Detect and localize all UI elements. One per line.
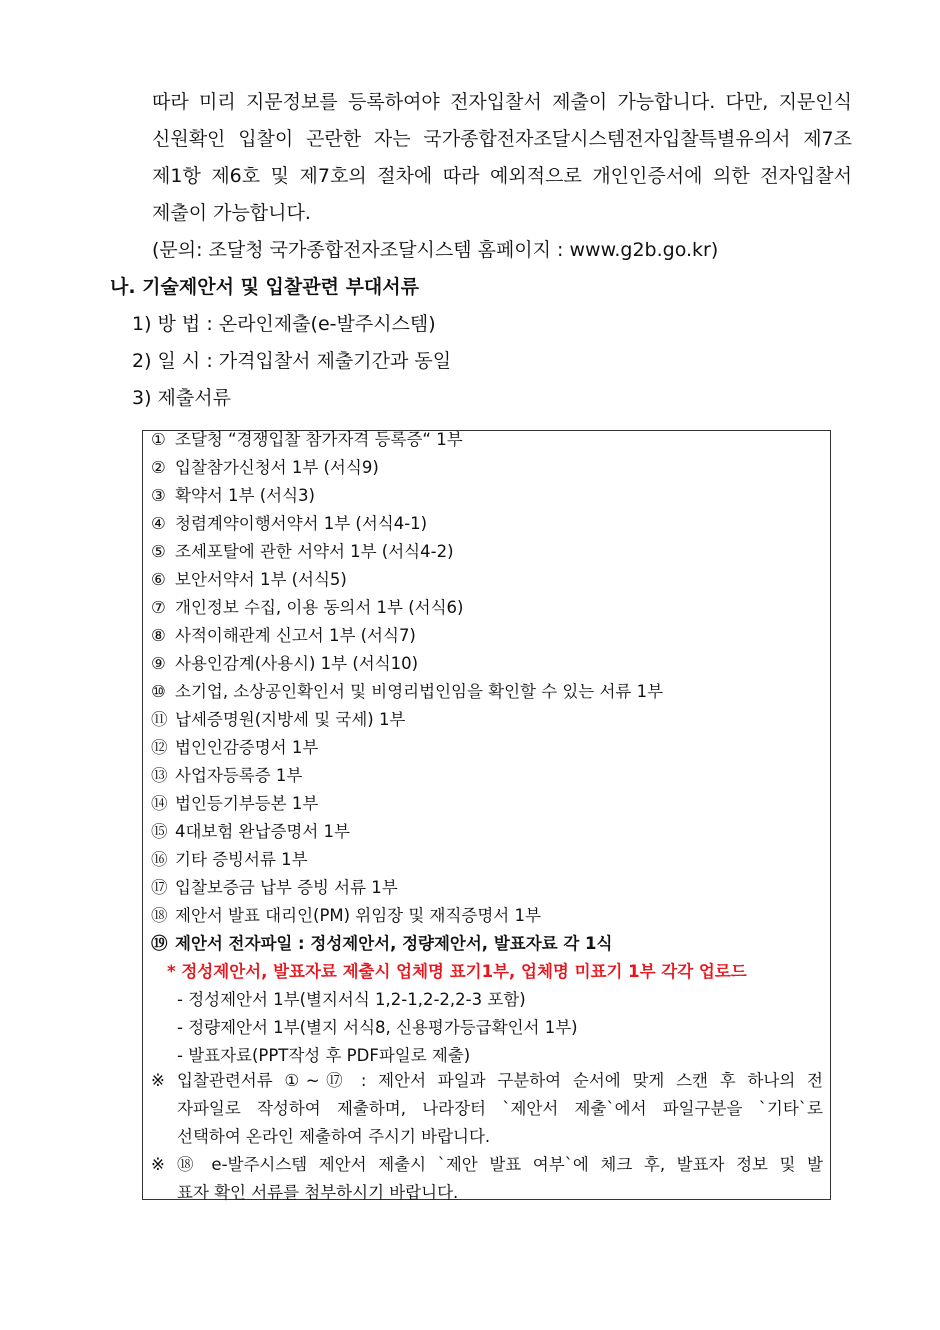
inquiry-line: (문의: 조달청 국가종합전자조달시스템 홈페이지 : www.g2b.go.kr) [152,239,719,261]
upload-warning: * 정성제안서, 발표자료 제출시 업체명 표기1부, 업체명 미표기 1부 각각 업로드 [167,962,747,981]
list-item: ⑱ 제안서 발표 대리인(PM) 위임장 및 재직증명서 1부 [151,906,541,925]
list-item: ⑤ 조세포탈에 관한 서약서 1부 (서식4-2) [151,542,454,561]
note-1 [151,1067,823,1151]
list-item: ⑰ 입찰보증금 납부 증빙 서류 1부 [151,878,398,897]
note-mark: ※ [151,1155,165,1174]
sub-item: - 정성제안서 1부(별지서식 1,2-1,2-2,2-3 포함) [177,990,526,1009]
sub-item: - 발표자료(PPT작성 후 PDF파일로 제출) [177,1046,471,1065]
list-item: ⑩ 소기업, 소상공인확인서 및 비영리법인임을 확인할 수 있는 서류 1부 [151,682,664,701]
documents-item: 3) 제출서류 [132,387,231,409]
list-item: ⑮ 4대보험 완납증명서 1부 [151,822,350,841]
list-item: ⑨ 사용인감계(사용시) 1부 (서식10) [151,654,419,673]
list-item: ⑪ 납세증명원(지방세 및 국세) 1부 [151,710,406,729]
list-item: ② 입찰참가신청서 1부 (서식9) [151,458,379,477]
schedule-item: 2) 일 시 : 가격입찰서 제출기간과 동일 [132,350,452,372]
intro-line-3: 제1항 제6호 및 제7호의 절차에 따라 예외적으로 개인인증서에 의한 전자입찰서 [152,165,852,187]
list-item: ③ 확약서 1부 (서식3) [151,486,315,505]
list-item: ④ 청렴계약이행서약서 1부 (서식4-1) [151,514,428,533]
electronic-file-item: ⑲ 제안서 전자파일 : 정성제안서, 정량제안서, 발표자료 각 1식 [151,934,613,953]
intro-line-1: 따라 미리 지문정보를 등록하여야 전자입찰서 제출이 가능합니다. 다만, 지문인식 [152,91,852,113]
note-line: 표자 확인 서류를 첨부하시기 바랍니다. [177,1183,459,1202]
list-item: ⑫ 법인인감증명서 1부 [151,738,319,757]
list-item: ⑥ 보안서약서 1부 (서식5) [151,570,347,589]
documents-box [142,430,831,1200]
method-item: 1) 방 법 : 온라인제출(e-발주시스템) [132,313,436,335]
note-2 [151,1151,823,1207]
list-item: ⑦ 개인정보 수집, 이용 동의서 1부 (서식6) [151,598,464,617]
list-item: ① 조달청 “경쟁입찰 참가자격 등록증“ 1부 [151,430,463,449]
note-line: 입찰관련서류 ①~⑰ : 제안서 파일과 구분하여 순서에 맞게 스캔 후 하나의 전 [177,1071,823,1090]
intro-line-4: 제출이 가능합니다. [152,202,311,224]
note-mark: ※ [151,1071,165,1090]
note-line: ⑱ e-발주시스템 제안서 제출시 `제안 발표 여부`에 체크 후, 발표자 정보 및 발 [177,1155,823,1174]
section-heading: 나. 기술제안서 및 입찰관련 부대서류 [110,276,419,298]
list-item: ⑬ 사업자등록증 1부 [151,766,303,785]
note-line: 선택하여 온라인 제출하여 주시기 바랍니다. [177,1127,491,1146]
note-line: 자파일로 작성하여 제출하며, 나라장터 `제안서 제출`에서 파일구분을 `기타`로 [177,1099,823,1118]
list-item: ⑯ 기타 증빙서류 1부 [151,850,308,869]
list-item: ⑭ 법인등기부등본 1부 [151,794,319,813]
intro-line-2: 신원확인 입찰이 곤란한 자는 국가종합전자조달시스템전자입찰특별유의서 제7조 [152,128,852,150]
sub-item: - 정량제안서 1부(별지 서식8, 신용평가등급확인서 1부) [177,1018,578,1037]
list-item: ⑧ 사적이해관계 신고서 1부 (서식7) [151,626,416,645]
